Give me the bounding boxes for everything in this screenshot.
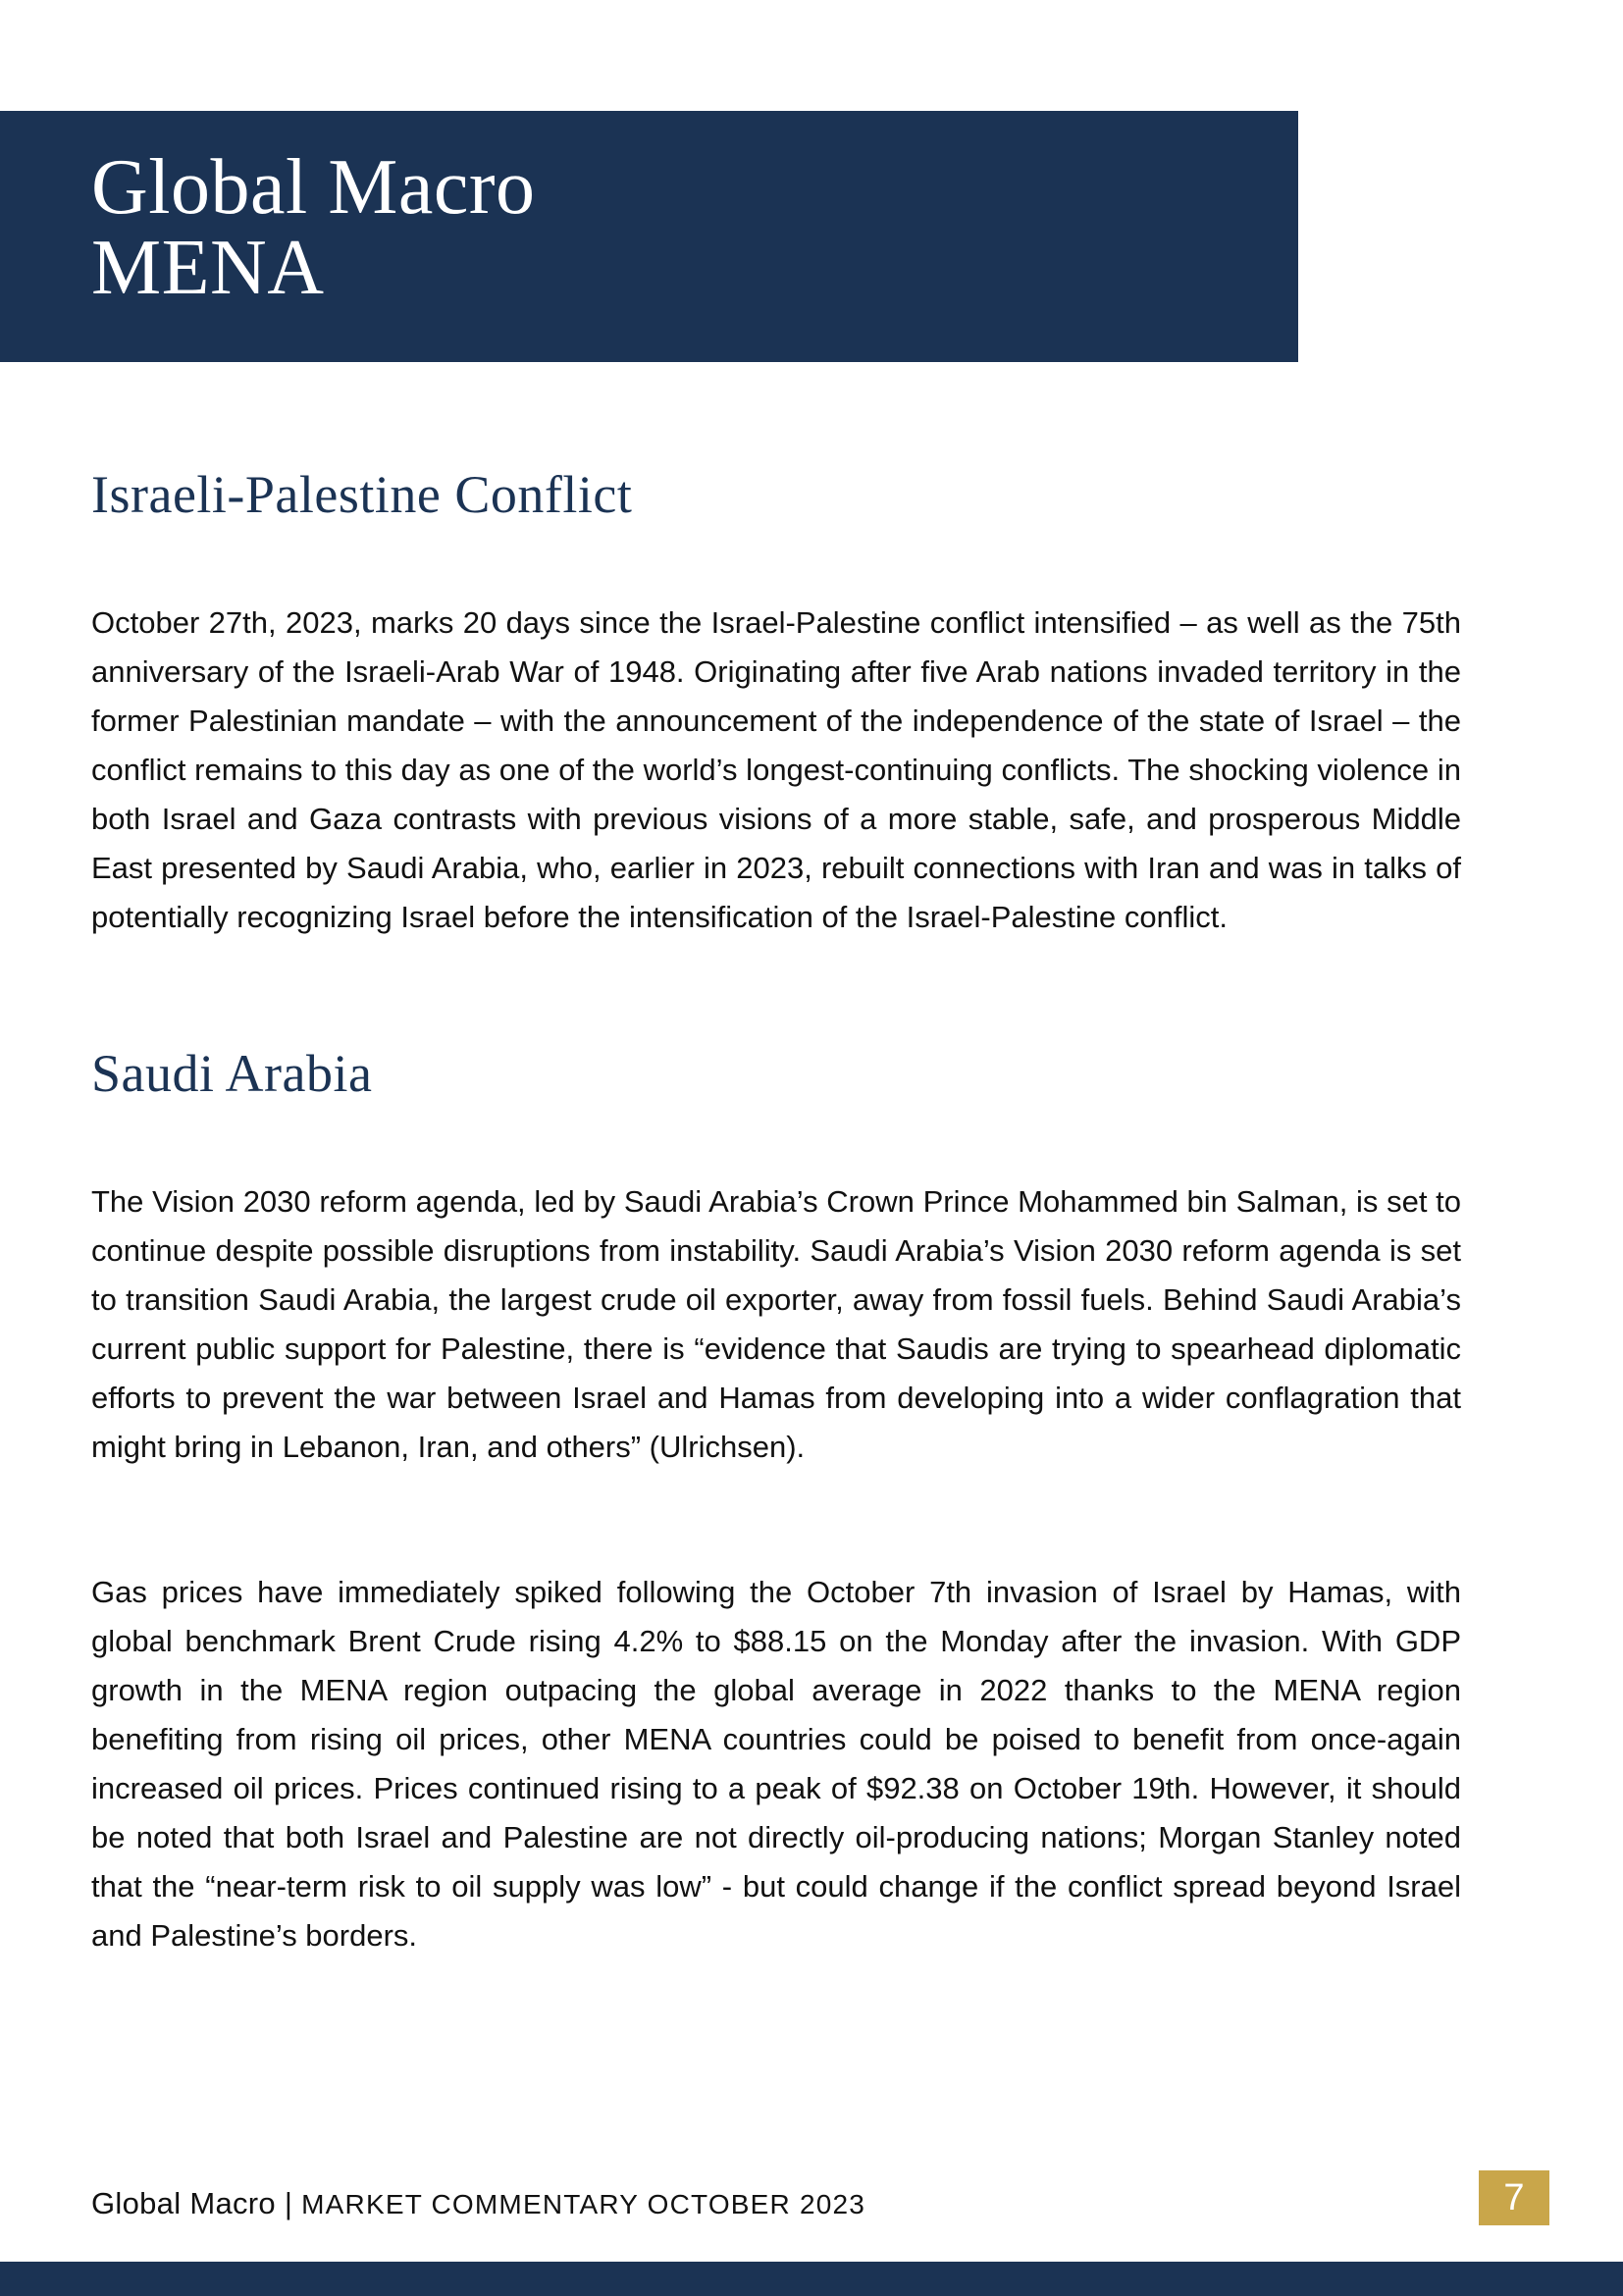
footer-brand: Global Macro: [91, 2186, 276, 2220]
page-title: [91, 144, 536, 311]
section-heading-saudi-arabia: Saudi Arabia: [91, 1044, 373, 1103]
footer-separator: |: [284, 2186, 293, 2220]
page-title-line-2: MENA: [91, 225, 325, 311]
footer-caption: [91, 2182, 865, 2226]
page-number-badge: 7: [1479, 2170, 1549, 2225]
paragraph-saudi-vision-2030: The Vision 2030 reform agenda, led by Saudi Arabia’s Crown Prince Mohammed bin Salman, is set to continue despite possible disruptions from instability. Saudi Arabia’s Vision 2030 reform agenda is set to transition Saudi Arabia, the largest crude oil exporter, away from fossil fuels. Behind Saudi Arabia’s current public support for Palestine, there is “evidence that Saudis are trying to spearhead diplomatic efforts to prevent the war between Israel and Hamas from developing into a wider conflagration that might bring in Lebanon, Iran, and others” (Ulrichsen).: [91, 1184, 1461, 1464]
paragraph-gas-prices: Gas prices have immediately spiked following the October 7th invasion of Israel by Hamas, with global benchmark Brent Crude rising 4.2% to $88.15 on the Monday after the invasion. With GDP growth in the MENA region outpacing the global average in 2022 thanks to the MENA region benefiting from rising oil prices, other MENA countries could be poised to benefit from once-again increased oil prices. Prices continued rising to a peak of $92.38 on October 19th. However, it should be noted that both Israel and Palestine are not directly oil-producing nations; Morgan Stanley noted that the “near-term risk to oil supply was low” - but could change if the conflict spread beyond Israel and Palestine’s borders.: [91, 1575, 1461, 1953]
footer-subtitle: MARKET COMMENTARY OCTOBER 2023: [301, 2189, 866, 2219]
footer-bar: [0, 2262, 1623, 2296]
section-heading-israeli-palestine: Israeli-Palestine Conflict: [91, 465, 633, 524]
paragraph-israeli-palestine: October 27th, 2023, marks 20 days since the Israel-Palestine conflict intensified – as well as the 75th anniversary of the Israeli-Arab War of 1948. Originating after five Arab nations invaded territory in the former Palestinian mandate – with the announcement of the independence of the state of Israel – the conflict remains to this day as one of the world’s longest-continuing conflicts. The shocking violence in both Israel and Gaza contrasts with previous visions of a more stable, safe, and prosperous Middle East presented by Saudi Arabia, who, earlier in 2023, rebuilt connections with Iran and was in talks of potentially recognizing Israel before the intensification of the Israel-Palestine conflict.: [91, 605, 1461, 934]
page-title-line-1: Global Macro: [91, 144, 536, 231]
